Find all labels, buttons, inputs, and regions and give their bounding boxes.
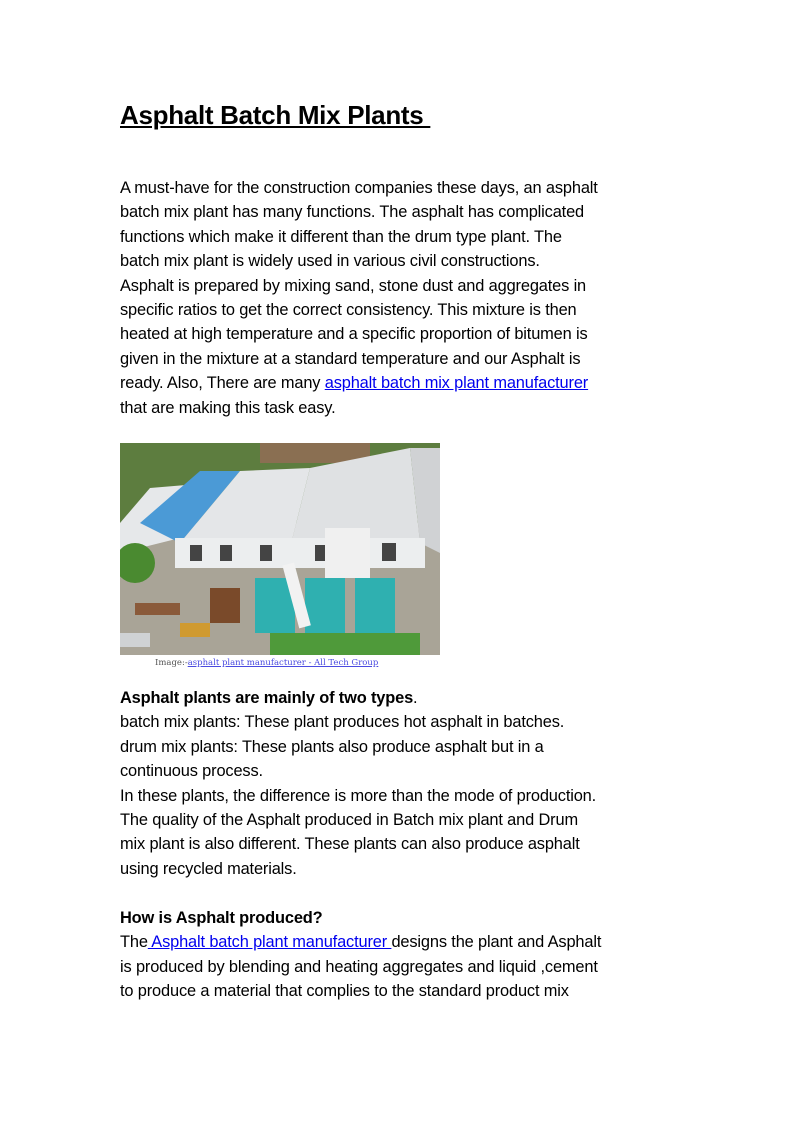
intro-line: A must-have for the construction companies these days, an asphalt xyxy=(120,179,598,197)
types-heading-text: Asphalt plants are mainly of two types xyxy=(120,689,414,707)
intro-line: functions which make it different than the drum type plant. The xyxy=(120,228,562,246)
intro-line: heated at high temperature and a specific proportion of bitumen is xyxy=(120,325,588,343)
intro-line xyxy=(120,373,588,393)
caption-link[interactable]: asphalt plant manufacturer - All Tech Group xyxy=(187,658,379,668)
page-title: Asphalt Batch Mix Plants xyxy=(120,100,431,130)
produced-line: is produced by blending and heating aggregates and liquid ,cement xyxy=(120,958,598,976)
intro-line: given in the mixture at a standard temperature and our Asphalt is xyxy=(120,350,581,368)
produced-line xyxy=(120,932,601,952)
types-line: In these plants, the difference is more than the mode of production. xyxy=(120,787,597,805)
intro-line: batch mix plant is widely used in various civil constructions. xyxy=(120,252,540,270)
types-heading-suffix: . xyxy=(413,689,418,707)
intro-line: that are making this task easy. xyxy=(120,399,336,417)
intro-line: batch mix plant has many functions. The asphalt has complicated xyxy=(120,203,585,221)
produced-heading: How is Asphalt produced? xyxy=(120,909,323,927)
asphalt-plant-photo xyxy=(120,443,440,655)
batch-plant-manufacturer-link[interactable]: Asphalt batch plant manufacturer xyxy=(147,933,392,951)
types-line: continuous process. xyxy=(120,762,263,780)
types-line: using recycled materials. xyxy=(120,860,297,878)
types-heading xyxy=(120,688,417,708)
image-caption xyxy=(155,658,378,668)
produced-line: to produce a material that complies to the standard product mix xyxy=(120,982,569,1000)
types-line: drum mix plants: These plants also produce asphalt but in a xyxy=(120,738,544,756)
intro-line: specific ratios to get the correct consistency. This mixture is then xyxy=(120,301,577,319)
types-line: batch mix plants: These plant produces hot asphalt in batches. xyxy=(120,713,565,731)
manufacturer-link[interactable]: asphalt batch mix plant manufacturer xyxy=(324,374,589,392)
intro-line: Asphalt is prepared by mixing sand, stone dust and aggregates in xyxy=(120,277,587,295)
intro-text: ready. Also, There are many xyxy=(120,374,325,392)
types-line: mix plant is also different. These plants can also produce asphalt xyxy=(120,835,580,853)
types-line: The quality of the Asphalt produced in Batch mix plant and Drum xyxy=(120,811,578,829)
caption-prefix: Image:- xyxy=(155,658,188,668)
produced-text: designs the plant and Asphalt xyxy=(391,933,602,951)
produced-text: The xyxy=(120,933,148,951)
